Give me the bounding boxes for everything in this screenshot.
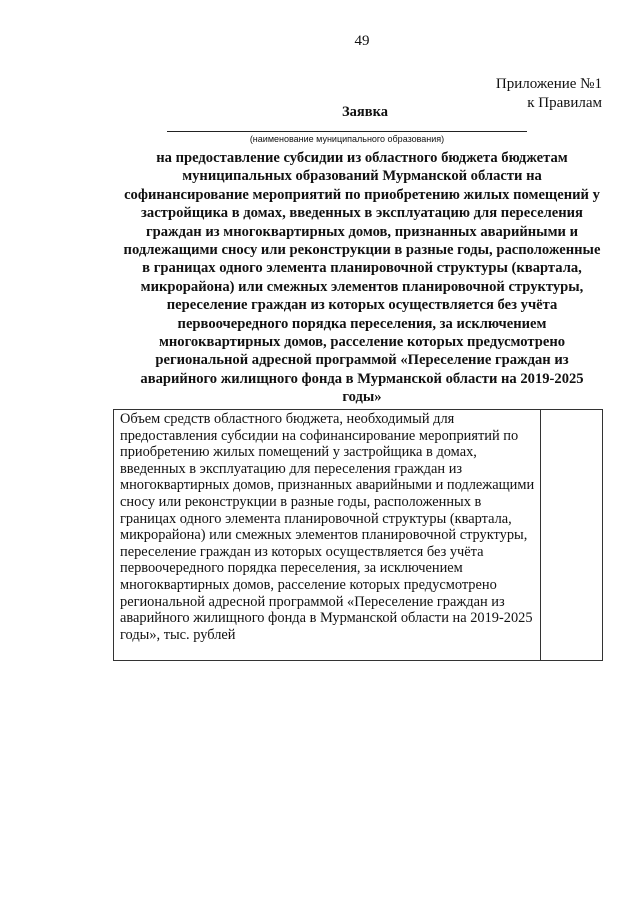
description-line: многоквартирных домов, признанных аварийными и подлежащими [120, 477, 535, 494]
subtitle-line: застройщика в домах, введенных в эксплуатацию для переселения [141, 205, 583, 222]
subtitle-line: на предоставление субсидии из областного бюджета бюджетам [156, 150, 568, 166]
subtitle-line: подлежащими сносу или реконструкции в разные годы, расположенные [123, 242, 601, 259]
subtitle-line: граждан из многоквартирных домов, признанных аварийными и [146, 223, 578, 240]
appendix-line-2: к Правилам [527, 95, 602, 111]
appendix-line-1: Приложение №1 [495, 76, 602, 92]
subtitle-line: микрорайона) или смежных элементов планировочной структуры, [140, 278, 584, 295]
description-line: первоочередного порядка переселения, за исключением [120, 560, 463, 577]
description-line: Объем средств областного бюджета, необходимый для [120, 411, 455, 427]
description-line: предоставления субсидии на софинансирование мероприятий по [120, 427, 519, 444]
description-line: переселение граждан из которых осуществляется без учёта [120, 543, 484, 560]
table-cell-value [541, 410, 602, 660]
document-title: Заявка [342, 104, 388, 120]
description-line: региональной адресной программой «Переселение граждан из [120, 593, 505, 610]
subtitle-line: региональной адресной программой «Переселение граждан из [155, 352, 569, 369]
subtitle-line: годы» [342, 389, 382, 406]
subtitle-line: в границах одного элемента планировочной структуры (квартала, [142, 260, 582, 277]
description-line: сносу или реконструкции в разные годы, расположенных в [120, 493, 482, 510]
table-cell-description [114, 410, 541, 660]
description-line: микрорайона) или смежных элементов планировочной структуры, [120, 527, 528, 544]
page-number: 49 [354, 33, 370, 49]
application-table [113, 409, 603, 661]
municipality-name-caption: (наименование муниципального образования) [249, 134, 445, 144]
description-line: годы», тыс. рублей [120, 626, 236, 643]
description-line: введенных в эксплуатацию для переселения граждан из [120, 460, 463, 477]
description-line: многоквартирных домов, расселение которых предусмотрено [120, 576, 497, 593]
document-subtitle [106, 149, 618, 407]
description-line: приобретению жилых помещений у застройщика в домах, [120, 444, 477, 461]
description-line: границах одного элемента планировочной структуры (квартала, [120, 510, 512, 527]
subtitle-line: многоквартирных домов, расселение которых предусмотрено [158, 334, 566, 351]
subtitle-line: переселение граждан из которых осуществляется без учёта [166, 297, 558, 314]
subtitle-line: первоочередного порядка переселения, за исключением [177, 315, 547, 332]
subtitle-line: муниципальных образований Мурманской области на [182, 168, 542, 185]
description-line: аварийного жилищного фонда в Мурманской области на 2019-2025 [120, 610, 533, 627]
subtitle-line: аварийного жилищного фонда в Мурманской области на 2019-2025 [140, 370, 584, 387]
municipality-name-line [167, 131, 527, 132]
subtitle-line: софинансирование мероприятий по приобретению жилых помещений у [124, 186, 600, 203]
